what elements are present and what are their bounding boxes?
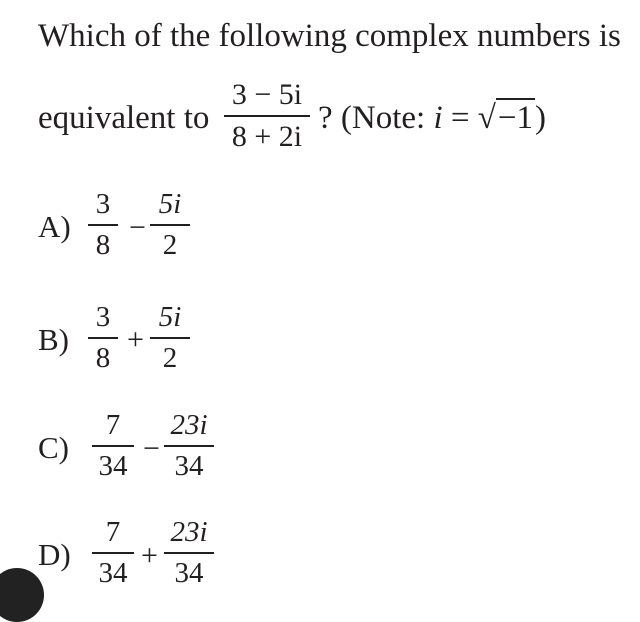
option-c-frac1-den: 34 (98, 450, 128, 482)
fraction-bar (224, 115, 310, 117)
option-a-frac1-den: 8 (95, 229, 111, 261)
fraction-bar (92, 552, 134, 554)
option-a-fraction-2[interactable] (150, 190, 190, 260)
overlay-circle-fragment (0, 568, 44, 622)
option-b-fraction-1[interactable] (88, 303, 118, 373)
question-equivalent-text: equivalent to (38, 100, 210, 136)
sqrt-expression (478, 100, 535, 137)
note-prefix: ? (Note: (318, 100, 434, 136)
question-note (318, 100, 546, 137)
option-d-operator: + (141, 539, 158, 572)
option-c-frac2-num: 23i (170, 409, 208, 441)
fraction-bar (150, 337, 190, 339)
option-a-frac2-num: 5i (158, 188, 182, 220)
option-d-frac2-num: 23i (170, 516, 208, 548)
option-a-frac2-den: 2 (162, 229, 178, 261)
option-c-label[interactable]: C) (38, 430, 69, 465)
option-a-frac1-num: 3 (95, 188, 111, 220)
option-b-fraction-2[interactable] (150, 303, 190, 373)
question-fraction (224, 80, 310, 152)
option-b-frac1-den: 8 (95, 342, 111, 374)
fraction-bar (164, 445, 214, 447)
option-a-label[interactable]: A) (38, 209, 71, 244)
option-d-label[interactable]: D) (38, 537, 71, 572)
option-c-operator: − (143, 432, 160, 465)
option-c-frac1-num: 7 (105, 409, 121, 441)
question-numerator: 3 − 5i (231, 78, 303, 111)
option-b-frac1-num: 3 (95, 301, 111, 333)
question-text: Which of the following complex numbers is (38, 18, 621, 54)
option-c-fraction-2[interactable] (164, 411, 214, 481)
option-b-label[interactable]: B) (38, 322, 69, 357)
option-a-fraction-1[interactable] (88, 190, 118, 260)
option-c-frac2-den: 34 (174, 450, 204, 482)
fraction-bar (150, 224, 190, 226)
option-d-fraction-2[interactable] (164, 518, 214, 588)
option-b-operator: + (127, 323, 144, 356)
option-c-fraction-1[interactable] (92, 411, 134, 481)
radicand: −1 (497, 100, 533, 136)
fraction-bar (88, 224, 118, 226)
option-d-frac1-num: 7 (105, 516, 121, 548)
note-suffix: ) (535, 100, 546, 136)
option-a-operator: − (129, 211, 146, 244)
option-d-frac1-den: 34 (98, 557, 128, 589)
radical-sign: √ (477, 100, 496, 136)
option-b-frac2-den: 2 (162, 342, 178, 374)
option-b-frac2-num: 5i (158, 301, 182, 333)
fraction-bar (88, 337, 118, 339)
option-d-frac2-den: 34 (174, 557, 204, 589)
note-i: i (433, 100, 443, 136)
note-equals: = (442, 100, 478, 136)
question-denominator: 8 + 2i (231, 120, 303, 153)
option-d-fraction-1[interactable] (92, 518, 134, 588)
fraction-bar (164, 552, 214, 554)
fraction-bar (92, 445, 134, 447)
